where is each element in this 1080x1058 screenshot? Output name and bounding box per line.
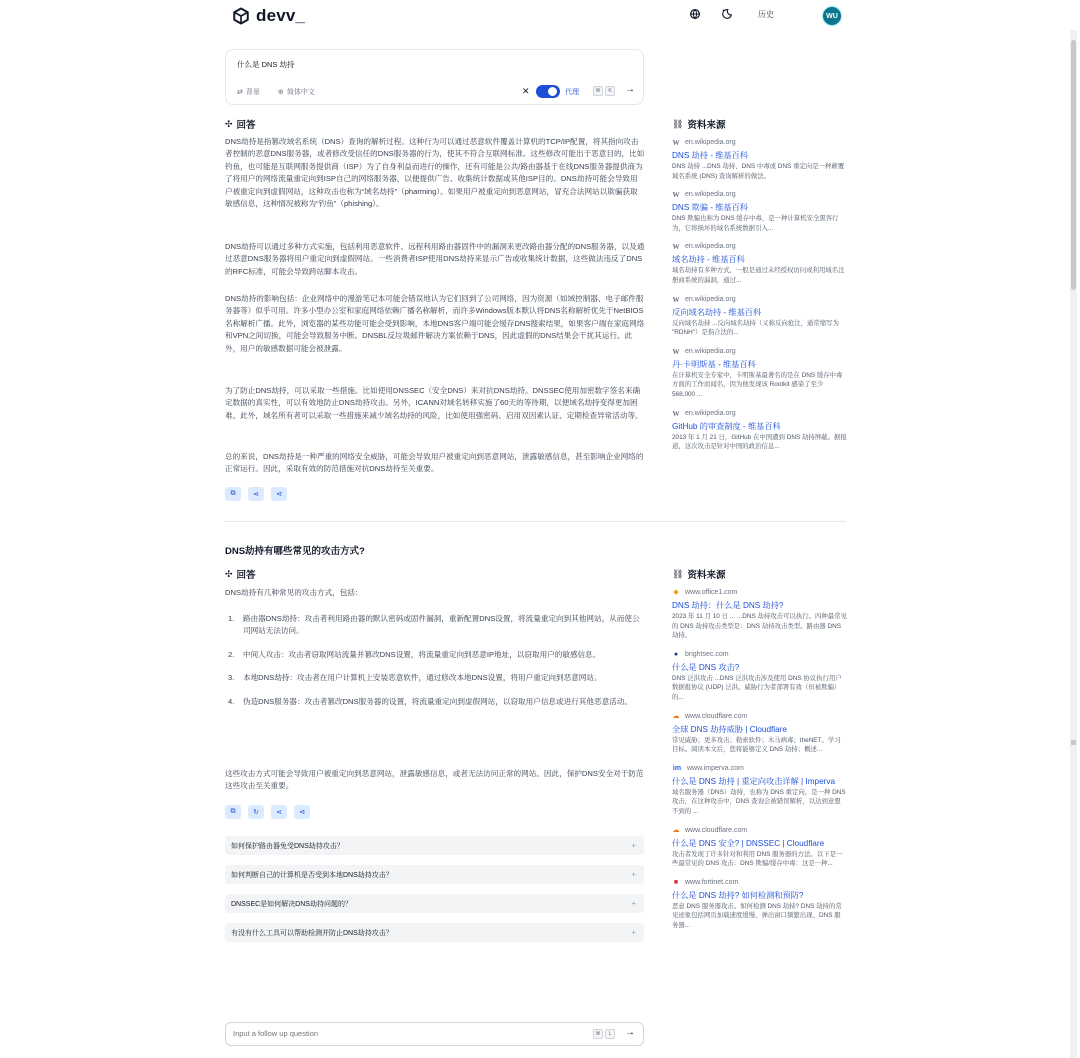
source-domain: en.wikipedia.org	[685, 409, 736, 417]
related-question-text: DNSSEC是如何解决DNS劫持问题的？	[231, 900, 352, 908]
related-question[interactable]	[225, 865, 644, 884]
source-title[interactable]: DNS 劫持 - 维基百科	[672, 151, 748, 160]
plus-icon: +	[631, 870, 636, 879]
source-snippet: 2013 年 1 月 21 日，GitHub 在中国遭到 DNS 劫持屏蔽。据报道，这次攻击是针对中国的政治信息...	[672, 433, 847, 451]
scrollbar[interactable]	[1070, 30, 1077, 1058]
source-item[interactable]	[672, 295, 847, 338]
source-item[interactable]	[672, 190, 847, 233]
source-snippet: DNS 泛洪攻击 ...DNS 泛洪攻击涉及使用 DNS 协议执行用户数据报协议 (UDP) 泛洪。威胁行为者部署有效（但被欺骗）的...	[672, 674, 842, 701]
source-item[interactable]	[672, 712, 847, 755]
related-question[interactable]	[225, 923, 644, 942]
source-domain: www.office1.com	[685, 589, 738, 596]
sources-heading-text: 资料来源	[687, 570, 726, 581]
logo[interactable]	[232, 6, 305, 26]
related-question-text: 如何判断自己的计算机是否受到本地DNS劫持攻击？	[231, 871, 393, 879]
proxy-label: 代理	[565, 89, 579, 96]
wikipedia-icon: W	[672, 347, 680, 356]
feedback-icon[interactable]: ⊲	[271, 487, 287, 501]
theme-icon[interactable]	[720, 7, 734, 21]
link-icon: ⛓	[672, 568, 684, 579]
source-title[interactable]: 全球 DNS 劫持威胁 | Cloudflare	[672, 724, 787, 734]
sources-list	[672, 588, 847, 940]
logo-cube-icon	[232, 7, 250, 25]
followup-submit-arrow-icon[interactable]: →	[625, 1027, 635, 1038]
globe-icon[interactable]	[688, 7, 702, 21]
answer-icon: ✣	[225, 568, 233, 579]
answer-intro: DNS劫持有几种常见的攻击方式，包括：	[225, 588, 363, 597]
answer-paragraph: 为了防止DNS劫持，可以采取一些措施。比如使用DNSSEC（安全DNS）来对抗DNS劫持。DNSSEC使用加密数字签名来确定数据的真实性，可以有效地防止DNS劫持攻击。另外，ICANN对域名转移实施了60天的等待期，以便域名劫持变得更加困难。此外，域名所有者可以采取一些措施来减少域名劫持的风险，比如使用强密码、启用双因素认证、定期检查异常活动等。	[225, 386, 643, 420]
source-snippet: 域名劫持有多种方式，一般是通过未经授权访问或利用域名注册商系统的漏洞，通过...	[672, 267, 845, 284]
wikipedia-icon: W	[672, 139, 680, 147]
answer-heading-text: 回答	[236, 570, 256, 581]
clear-icon[interactable]: ✕	[522, 86, 530, 96]
sources-heading	[672, 567, 725, 581]
source-title[interactable]: DNS 劫持：什么是 DNS 劫持?	[672, 601, 784, 610]
source-item[interactable]	[672, 138, 847, 181]
language-label: 简体中文	[286, 89, 315, 96]
feedback-icon[interactable]: ⊲	[294, 805, 310, 819]
toggle-knob	[548, 87, 557, 96]
background-icon: ⇄	[237, 89, 243, 96]
proxy-toggle[interactable]	[536, 85, 560, 98]
followup-question-title: DNS劫持有哪些常见的攻击方式?	[225, 546, 365, 557]
list-item: 4. 伪造DNS服务器：攻击者篡改DNS服务器的设置，将流量重定向到虚假网站，以窃取用户信息或进行其他恶意活动。	[228, 696, 645, 708]
wikipedia-icon: W	[672, 191, 680, 200]
cloudflare-icon: ☁	[672, 712, 680, 720]
copy-icon[interactable]: ⧉	[225, 805, 241, 819]
source-domain: en.wikipedia.org	[685, 243, 736, 251]
wikipedia-icon: W	[672, 295, 680, 304]
answer-outro: 这些攻击方式可能会导致用户被重定向到恶意网站，泄露敏感信息，或者无法访问正常的网站。因此，保护DNS安全对于防范这些攻击至关重要。	[225, 769, 644, 791]
fortinet-icon: ■	[673, 878, 679, 886]
avatar[interactable]: WU	[822, 6, 842, 26]
submit-arrow-icon[interactable]: →	[625, 84, 635, 95]
source-title[interactable]: GitHub 的审查制度 - 维基百科	[672, 421, 781, 431]
history-link[interactable]: 历史	[758, 9, 774, 19]
list-item-text: 中间人攻击：攻击者窃取网站流量并篡改DNS设置，将流量重定向到恶意IP地址，以窃取用户的敏感信息。	[243, 649, 601, 659]
source-item[interactable]	[672, 409, 847, 452]
list-item: 2. 中间人攻击：攻击者窃取网站流量并篡改DNS设置，将流量重定向到恶意IP地址，以窃取用户的敏感信息。	[228, 649, 645, 661]
answer-paragraph: DNS劫持的影响包括：企业网络中的漫游笔记本可能会错误地认为它们回到了公司网络，因为资源（如域控制器、电子邮件服务器等）似乎可用。许多小型办公室和家庭网络依赖广播名称解析，而许多Windows版本默认将DNS名称解析优先于NetBIOS名称解析广播。此外，浏览器的某些功能可能会受到影响，本地DNS客户端可能会缓存DNS搜索结果，如果客户端在家庭网络和VPN之间切换，可能会导致服务中断。DNSBL反垃圾邮件解决方案依赖于DNS，因此虚假的DNS结果会干扰其运行。此外，用户的敏感数据可能会被泄露。	[225, 294, 645, 353]
sources-list	[672, 138, 847, 461]
related-question[interactable]	[225, 894, 644, 913]
related-question-text: 有没有什么工具可以帮助检测并防止DNS劫持攻击？	[231, 929, 393, 937]
source-domain: en.wikipedia.org	[685, 139, 736, 146]
kbd-l: L	[605, 1029, 615, 1039]
imperva-icon: im	[672, 764, 682, 772]
kbd-cmd: ⌘	[593, 86, 603, 96]
source-item[interactable]	[672, 650, 847, 703]
source-title[interactable]: 丹·卡明斯基 - 维基百科	[672, 359, 756, 369]
source-snippet: 2023 年 11 月 10 日 ... ...DNS 劫持攻击可以执行。四种最常见的 DNS 劫持攻击类型是：DNS 劫持攻击类型。路由器 DNS 劫持。	[672, 613, 847, 640]
section-divider	[225, 521, 846, 522]
source-domain: en.wikipedia.org	[685, 347, 736, 355]
answer-paragraph: DNS劫持可以通过多种方式实施，包括利用恶意软件、远程利用路由器固件中的漏洞来更改路由器分配的DNS服务器，以及通过恶意DNS服务器将用户重定向到虚假网站。一些消费者ISP使用DNS劫持来显示广告或收集统计数据，这些做法违反了DNS的RFC标准，可能会导致跨站脚本攻击。	[225, 242, 645, 276]
source-title[interactable]: 什么是 DNS 安全? | DNSSEC | Cloudflare	[672, 838, 825, 848]
scrollbar-thumb[interactable]	[1071, 40, 1076, 290]
answer-paragraph: 总的来说，DNS劫持是一种严重的网络安全威胁，可能会导致用户被重定向到恶意网站，泄露敏感信息，甚至影响企业网络的正常运行。因此，采取有效的防范措施对抗DNS劫持至关重要。	[225, 452, 644, 474]
source-domain: www.fortinet.com	[685, 878, 739, 886]
regenerate-icon[interactable]: ↻	[248, 805, 264, 819]
source-item[interactable]	[672, 347, 847, 400]
list-item-text: 路由器DNS劫持：攻击者利用路由器的默认密码或固件漏洞，重新配置DNS设置，将流量重定向到其他网站，从而使公司网站无法访问。	[243, 614, 640, 636]
query-box[interactable]	[225, 49, 644, 105]
answer-heading	[225, 567, 256, 581]
source-domain: en.wikipedia.org	[685, 295, 736, 303]
source-title[interactable]: 什么是 DNS 攻击?	[672, 662, 740, 672]
source-snippet: DNS 劫持 ...DNS 劫持、DNS 中毒或 DNS 重定向是一种颠覆域名系统 (DNS) 查询解析的做法。	[672, 163, 845, 180]
source-item[interactable]	[672, 588, 847, 641]
source-snippet: 在计算机安全专家中，卡明斯基最著名的是在 DNS 缓存中毒方面的工作而闻名，因为他发现该 Rootkit 感染了至少 568,000 ...	[672, 371, 843, 398]
share-icon[interactable]: ⋖	[271, 805, 287, 819]
sources-heading-text: 资料来源	[687, 120, 726, 131]
source-title[interactable]: 反向域名劫持 - 维基百科	[672, 307, 762, 317]
source-item[interactable]	[672, 826, 847, 869]
source-snippet: 反向域名劫持 ...反向域名劫持（又称反向抢注，通常缩写为 "RDNH"）是指合法的...	[672, 319, 839, 337]
answer-icon: ✣	[225, 118, 233, 129]
source-snippet: DNS 欺骗也称为 DNS 缓存中毒，是一种计算机安全黑客行为，它将损坏的域名系统数据引入...	[672, 215, 839, 232]
brightsec-icon: ●	[673, 650, 679, 658]
list-item-text: 本地DNS劫持：攻击者在用户计算机上安装恶意软件，通过修改本地DNS设置，将用户重定向到恶意网站。	[243, 673, 602, 683]
plus-icon: +	[631, 899, 636, 908]
wikipedia-icon: W	[672, 243, 680, 252]
office1-icon: ◆	[673, 589, 679, 596]
source-snippet: 域名服务器（DNS）劫持，也称为 DNS 重定向，是一种 DNS 攻击，在这种攻击中，DNS 查询会被错误解析，以达到意想不到的 ...	[672, 788, 846, 815]
answer-heading	[225, 117, 256, 131]
language-option[interactable]	[278, 87, 315, 97]
attack-list	[228, 613, 645, 708]
list-item-text: 伪造DNS服务器：攻击者篡改DNS服务器的设置，将流量重定向到虚假网站，以窃取用户信息或进行其他恶意活动。	[243, 696, 632, 706]
followup-input[interactable]	[233, 1029, 573, 1038]
source-domain: www.cloudflare.com	[685, 826, 748, 834]
source-title[interactable]: 什么是 DNS 劫持 | 重定向攻击详解 | Imperva	[672, 776, 836, 786]
wikipedia-icon: W	[672, 409, 680, 418]
source-snippet: 攻击者发现了许多针对和利用 DNS 服务器的方法。以下是一些最常见的 DNS 攻击：DNS 欺骗/缓存中毒：这是一种...	[672, 850, 843, 868]
sources-heading	[672, 117, 725, 131]
source-item[interactable]	[672, 878, 847, 931]
source-domain: www.cloudflare.com	[685, 712, 748, 720]
scrollbar-marker	[1071, 740, 1076, 745]
share-icon[interactable]: ⋖	[248, 487, 264, 501]
source-domain: brightsec.com	[685, 650, 729, 658]
language-globe-icon: ⊕	[278, 89, 284, 96]
answer-heading-text: 回答	[236, 120, 256, 131]
source-domain: www.imperva.com	[687, 764, 744, 772]
plus-icon: +	[631, 928, 636, 937]
source-item[interactable]	[672, 764, 847, 817]
source-title[interactable]: 什么是 DNS 劫持? 如何检测和预防?	[672, 890, 804, 900]
source-snippet: 恶意 DNS 服务器攻击。如何检测 DNS 劫持? DNS 劫持的常见迹象包括网页加载速度缓慢、弹出窗口频繁出现、DNS 服务器...	[672, 902, 842, 929]
related-question-text: 如何保护路由器免受DNS劫持攻击？	[231, 842, 344, 850]
related-question[interactable]	[225, 836, 644, 855]
answer-paragraph: DNS劫持是指篡改域名系统（DNS）查询的解析过程。这种行为可以通过恶意软件覆盖计算机的TCP/IP配置，将其指向攻击者控制的恶意DNS服务器，或者修改受信任的DNS服务器的行为，使其不符合互联网标准。这些修改可能出于恶意目的，比如钓鱼，也可能是互联网服务提供商（ISP）为了自身利益而进行的操作，还有可能是公共/路由器基于在线DNS服务器提供商为了将用户的网络流量重定向到ISP自己的网络服务器，以便提供广告、收集统计数据或其他ISP目的。DNS劫持可能会导致用户被重定向到虚假网站，这种攻击也称为“域名劫持”（pharming）。如果用户被重定向到恶意网站，冒充合法网站以欺骗获取敏感信息，这种情况被称为“钓鱼”（phishing）。	[225, 137, 645, 209]
kbd-cmd: ⌘	[593, 1029, 603, 1039]
query-text[interactable]: 什么是 DNS 劫持	[237, 60, 295, 69]
logo-text: devv_	[256, 6, 306, 25]
source-snippet: 常见威胁；更多攻击；勒索软件；木马病毒；theNET。学习目标。阅读本文后，您将能够定义 DNS 劫持；概述...	[672, 736, 841, 754]
source-title[interactable]: 域名劫持 - 维基百科	[672, 255, 745, 265]
cloudflare-icon: ☁	[672, 826, 680, 834]
kbd-k: K	[605, 86, 615, 96]
source-item[interactable]	[672, 242, 847, 285]
list-item: 1. 路由器DNS劫持：攻击者利用路由器的默认密码或固件漏洞，重新配置DNS设置，将流量重定向到其他网站，从而使公司网站无法访问。	[228, 613, 645, 638]
copy-icon[interactable]: ⧉	[225, 487, 241, 501]
followup-box[interactable]	[225, 1022, 644, 1046]
list-item: 3. 本地DNS劫持：攻击者在用户计算机上安装恶意软件，通过修改本地DNS设置，将用户重定向到恶意网站。	[228, 672, 645, 684]
link-icon: ⛓	[672, 118, 684, 129]
background-label: 背景	[245, 89, 260, 96]
source-domain: en.wikipedia.org	[685, 191, 736, 199]
background-option[interactable]	[237, 87, 260, 97]
source-title[interactable]: DNS 欺骗 - 维基百科	[672, 203, 748, 213]
plus-icon: +	[631, 841, 636, 850]
